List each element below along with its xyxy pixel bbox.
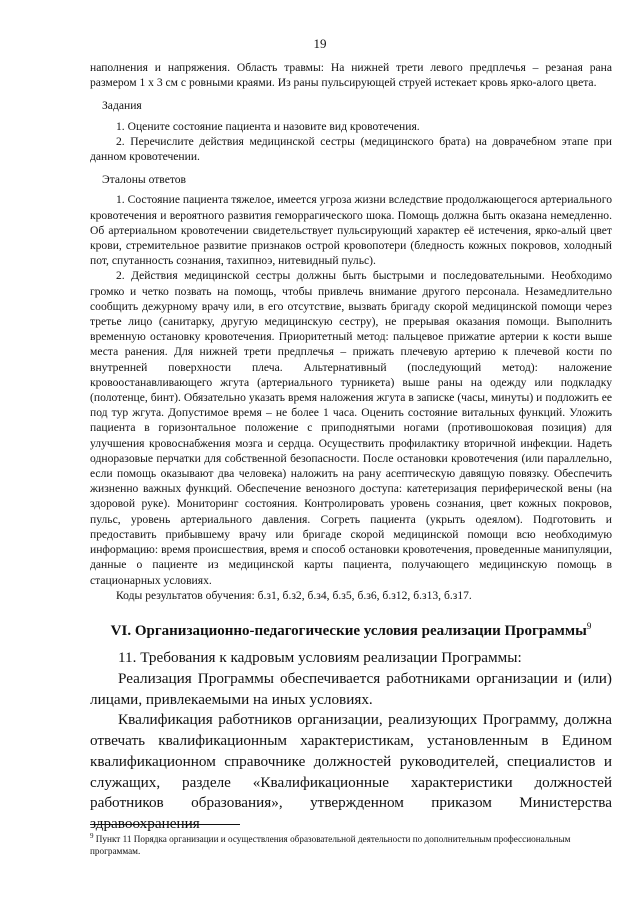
learning-codes: Коды результатов обучения: б.з1, б.з2, б.з4, б.з5, б.з6, б.з12, б.з13, б.з17. (116, 588, 472, 602)
case-text: наполнения и напряжения. Область травмы: На нижней трети левого предплечья – резаная рана размером 1 х 3 см с ровными краями. Из раны пульсирующей струей истекает кровь ярко-алого цвета. (90, 61, 612, 90)
footnote (90, 830, 612, 857)
case-block (90, 60, 612, 603)
answer-item: 1. Состояние пациента тяжелое, имеется угроза жизни вследствие продолжающегося артериального кровотечения и вероятного развития геморрагического шока. Помощь должна быть оказана немедленно. Об артериальном кровотечении свидетельствует пульсирующий характер её истечения, ярко-алый цвет крови, стремительное развитие признаков острой кровопотери (бледность кожных покровов, холодный пот, спутанность сознания, тахипноэ, нитевидный пульс). (90, 193, 612, 268)
footnote-reference: 9 (586, 620, 592, 631)
footnote-divider (90, 824, 240, 825)
task-item: 2. Перечислите действия медицинской сестры (медицинского брата) на доврачебном этапе при данном кровотечении. (90, 134, 612, 164)
page-number: 19 (313, 36, 327, 51)
footnote-marker: 9 (90, 832, 94, 840)
section-paragraph: Реализация Программы обеспечивается работниками организации и (или) лицами, привлекаемыми на иных условиях. (90, 669, 612, 708)
section-title-text: VI. Организационно-педагогические условия реализации Программы (110, 622, 587, 639)
tasks-label: Задания (102, 99, 142, 113)
section-paragraph: Квалификация работников организации, реализующих Программу, должна отвечать квалификационным характеристикам, установленным в Едином квалификационном справочнике должностей руководителей, специалистов и служащих, разделе «Квалификационные характеристики должностей работников образования», утвержденном приказом Министерства здравоохранения (90, 711, 612, 833)
task-item: 1. Оцените состояние пациента и назовите вид кровотечения. (116, 119, 420, 133)
section-title (90, 621, 612, 640)
answers-label: Эталоны ответов (102, 173, 187, 187)
answer-item: 2. Действия медицинской сестры должны быть быстрыми и последовательными. Необходимо громко и четко позвать на помощь, чтобы привлечь внимание другого персонала. Незамедлительно сообщить дежурному врачу или, в его отсутствие, вызвать бригаду скорой медицинской помощи через третье лицо (санитарку, другую медицинскую сестру), не прерывая оказания помощи. Выполнить временную остановку кровотечения. Приоритетный метод: пальцевое прижатие артерии к кости выше места ранения. Для нижней трети предплечья – прижать плечевую артерию к плечевой кости по внутренней поверхности плеча. Альтернативный (последующий метод): наложение кровоостанавливающего жгута (артериального турникета) выше раны на одежду или подкладку (полотенце, бинт). Обязательно указать время наложения жгута в записке (часы, минуты) и подложить ее под тур жгута. Допустимое время – не более 1 часа. Оценить состояние витальных функций. Уложить пациента в горизонтальное положение с приподнятыми ногами (противошоковая позиция) для улучшения кровоснабжения мозга и сердца. Осуществить профилактику вторичной инфекции. Надеть одноразовые перчатки для собственной безопасности. После остановки кровотечения (или параллельно, если помощь оказывают два человека) наложить на рану асептическую давящую повязку. Обеспечить жизненно важных функций. Обеспечение венозного доступа: катетеризация периферической вены (на здоровой руке). Мониторинг состояния. Контролировать уровень сознания, цвет кожных покровов, пульс, уровень артериального давления. Согреть пациента (укрыть одеялом). Подготовить и предоставить прибывшему врачу или бригаде скорой медицинской помощи всю необходимую информацию: время происшествия, время и способ остановки кровотечения, проведенные манипуляции, данные о пациенте из медицинской карты пациента, получающего медицинскую помощь в стационарных условиях. (90, 269, 612, 587)
section-body (90, 648, 612, 835)
page-content (90, 60, 612, 835)
footnote-text: Пункт 11 Порядка организации и осуществления образовательной деятельности по дополнительным профессиональным программам. (90, 834, 571, 857)
subsection-heading: 11. Требования к кадровым условиям реализации Программы: (118, 648, 522, 666)
